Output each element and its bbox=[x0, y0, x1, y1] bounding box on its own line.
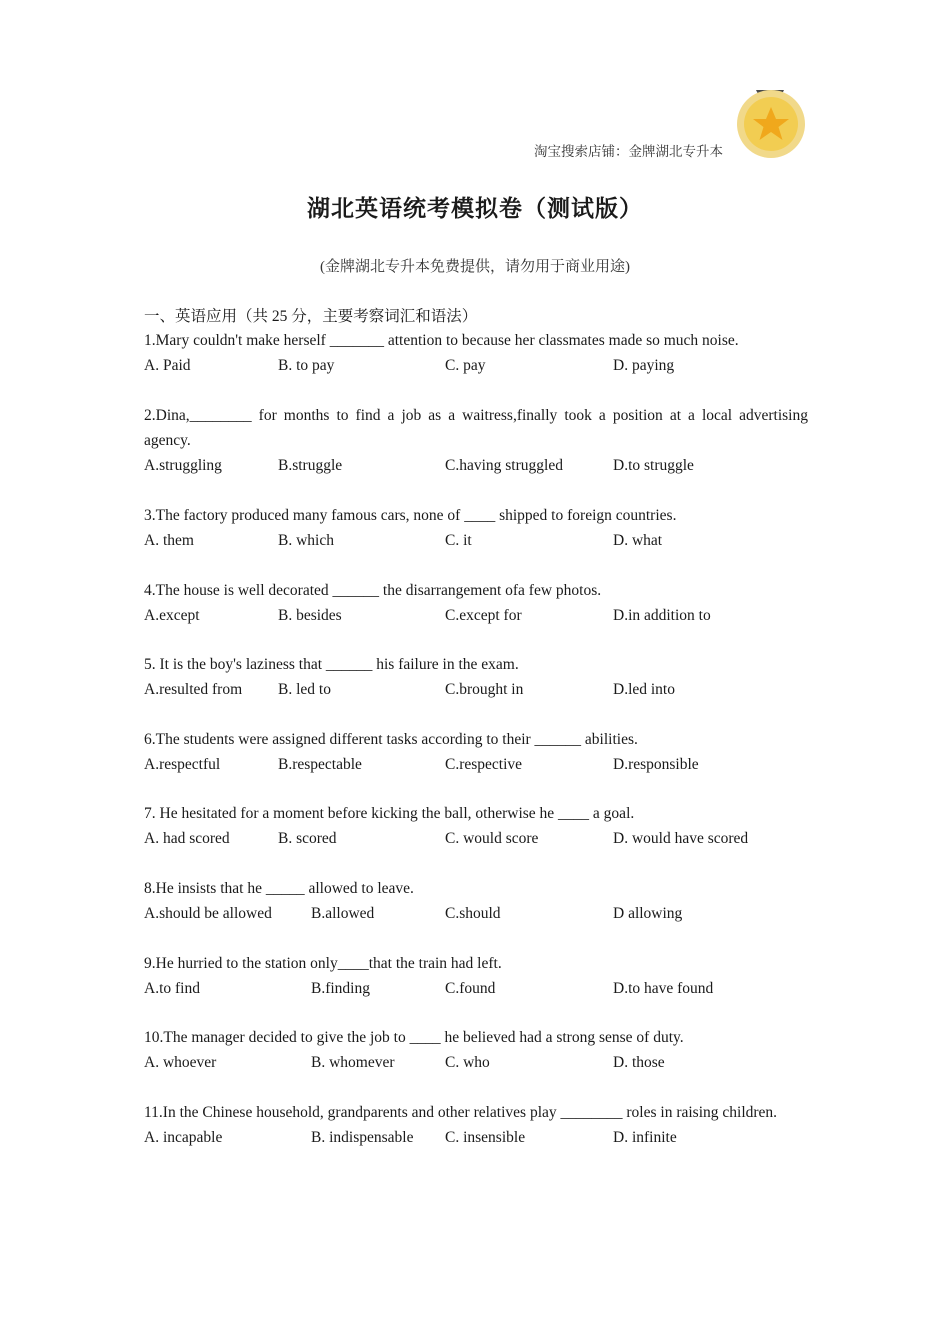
question-1 bbox=[144, 328, 808, 378]
option-b: B. scored bbox=[278, 830, 337, 847]
option-d: D.responsible bbox=[613, 756, 699, 773]
option-a: A. Paid bbox=[144, 357, 191, 374]
question-stem: 1.Mary couldn't make herself _______ attention to because her classmates made so much noise. bbox=[144, 332, 739, 349]
option-row bbox=[144, 826, 808, 851]
option-c: C. who bbox=[445, 1054, 490, 1071]
option-a: A. incapable bbox=[144, 1129, 223, 1146]
option-b: B. whomever bbox=[311, 1054, 395, 1071]
question-4 bbox=[144, 578, 808, 628]
option-row bbox=[144, 752, 808, 777]
option-d: D allowing bbox=[613, 905, 683, 922]
question-3 bbox=[144, 503, 808, 553]
option-b: B.allowed bbox=[311, 905, 375, 922]
option-row bbox=[144, 1050, 808, 1075]
question-5 bbox=[144, 652, 808, 702]
question-stem: 3.The factory produced many famous cars, none of ____ shipped to foreign countries. bbox=[144, 507, 677, 524]
option-d: D.to struggle bbox=[613, 457, 694, 474]
option-b: B.finding bbox=[311, 980, 370, 997]
option-c: C. insensible bbox=[445, 1129, 526, 1146]
option-d: D. paying bbox=[613, 357, 675, 374]
option-b: B. indispensable bbox=[311, 1129, 414, 1146]
option-row bbox=[144, 677, 808, 702]
question-2 bbox=[144, 403, 808, 478]
option-d: D. would have scored bbox=[613, 830, 749, 847]
option-c: C.having struggled bbox=[445, 457, 563, 474]
option-row bbox=[144, 528, 808, 553]
option-a: A.to find bbox=[144, 980, 200, 997]
option-b: B.respectable bbox=[278, 756, 362, 773]
option-c: C. it bbox=[445, 532, 472, 549]
option-row bbox=[144, 603, 808, 628]
option-a: A. them bbox=[144, 532, 194, 549]
question-stem: 10.The manager decided to give the job to ____ he believed had a strong sense of duty. bbox=[144, 1029, 684, 1046]
option-b: B. which bbox=[278, 532, 334, 549]
option-a: A.resulted from bbox=[144, 681, 243, 698]
option-b: B. besides bbox=[278, 607, 342, 624]
option-a: A.should be allowed bbox=[144, 905, 272, 922]
option-c: C.respective bbox=[445, 756, 523, 773]
option-c: C.should bbox=[445, 905, 501, 922]
option-a: A. had scored bbox=[144, 830, 230, 847]
question-stem: 7. He hesitated for a moment before kicking the ball, otherwise he ____ a goal. bbox=[144, 805, 635, 822]
question-stem: 8.He insists that he _____ allowed to leave. bbox=[144, 880, 414, 897]
option-a: A.respectful bbox=[144, 756, 221, 773]
option-a: A.except bbox=[144, 607, 200, 624]
option-c: C. would score bbox=[445, 830, 539, 847]
option-a: A.struggling bbox=[144, 457, 222, 474]
option-row bbox=[144, 353, 808, 378]
question-stem: 5. It is the boy's laziness that ______ his failure in the exam. bbox=[144, 656, 519, 673]
question-10 bbox=[144, 1025, 808, 1075]
option-row bbox=[144, 453, 808, 478]
question-stem: 6.The students were assigned different tasks according to their ______ abilities. bbox=[144, 731, 638, 748]
option-d: D. infinite bbox=[613, 1129, 677, 1146]
gold-medal-star-icon bbox=[730, 88, 810, 160]
option-row bbox=[144, 976, 808, 1001]
document-title: 湖北英语统考模拟卷（测试版） bbox=[307, 196, 643, 222]
option-d: D. those bbox=[613, 1054, 665, 1071]
question-9 bbox=[144, 951, 808, 1001]
document-subtitle: (金牌湖北专升本免费提供，请勿用于商业用途) bbox=[320, 259, 630, 275]
option-row bbox=[144, 901, 808, 926]
option-b: B. led to bbox=[278, 681, 331, 698]
question-11 bbox=[144, 1100, 808, 1150]
option-c: C.found bbox=[445, 980, 496, 997]
question-8 bbox=[144, 876, 808, 926]
option-d: D.led into bbox=[613, 681, 675, 698]
option-row bbox=[144, 1125, 808, 1150]
option-c: C.brought in bbox=[445, 681, 524, 698]
option-d: D.to have found bbox=[613, 980, 714, 997]
option-a: A. whoever bbox=[144, 1054, 217, 1071]
option-b: B.struggle bbox=[278, 457, 343, 474]
shop-search-text: 淘宝搜索店铺：金牌湖北专升本 bbox=[534, 144, 723, 159]
option-d: D. what bbox=[613, 532, 663, 549]
section-heading: 一、英语应用（共 25 分，主要考察词汇和语法） bbox=[144, 308, 478, 325]
question-6 bbox=[144, 727, 808, 777]
question-stem: 4.The house is well decorated ______ the disarrangement ofa few photos. bbox=[144, 582, 602, 599]
option-d: D.in addition to bbox=[613, 607, 711, 624]
option-b: B. to pay bbox=[278, 357, 335, 374]
question-stem: 2.Dina,________ for months to find a job as a waitress,finally took a position at a local advertising agency. bbox=[144, 407, 808, 449]
question-7 bbox=[144, 801, 808, 851]
option-c: C. pay bbox=[445, 357, 486, 374]
question-stem: 11.In the Chinese household, grandparents and other relatives play ________ roles in raising children. bbox=[144, 1104, 778, 1121]
question-stem: 9.He hurried to the station only____that the train had left. bbox=[144, 955, 502, 972]
option-c: C.except for bbox=[445, 607, 522, 624]
